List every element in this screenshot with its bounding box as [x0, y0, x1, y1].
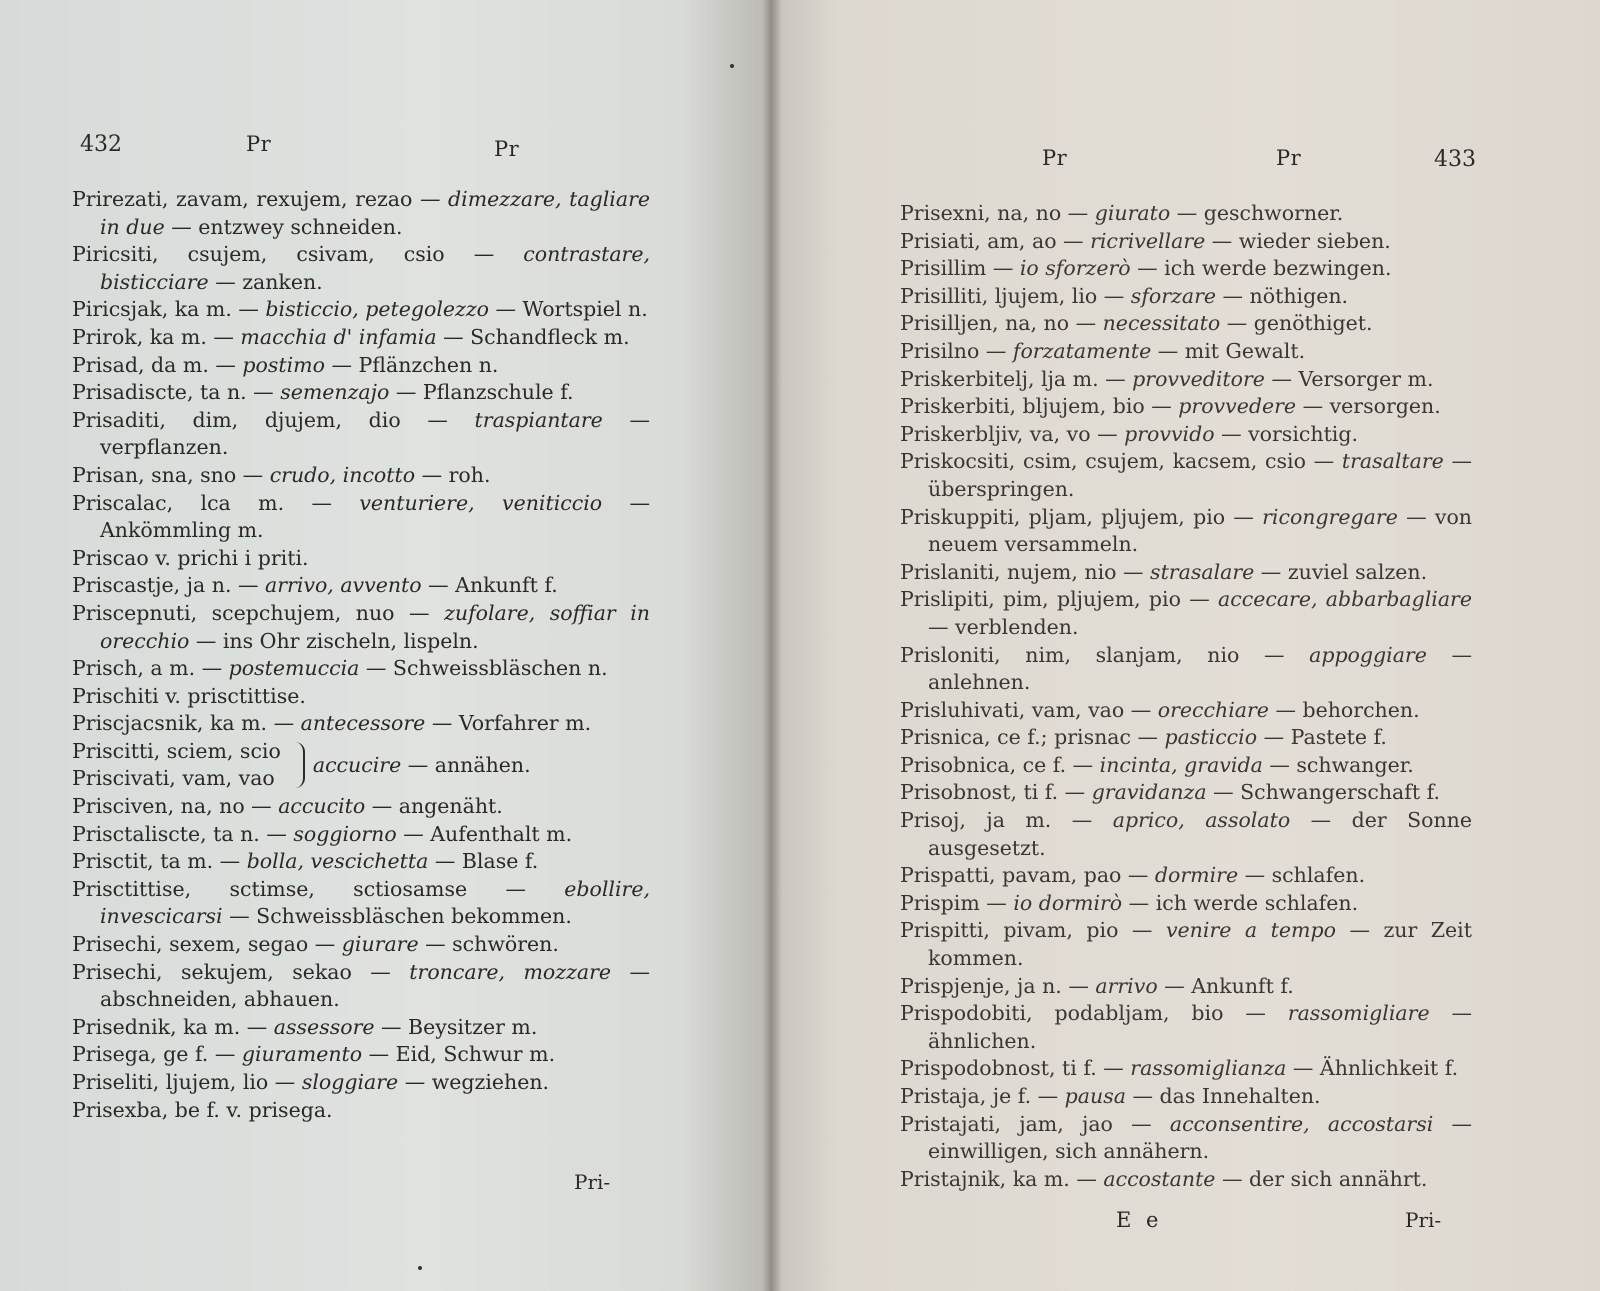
entry-text: Priskerbljiv, va, vo —	[900, 421, 1125, 446]
italian-gloss: io sforzerò	[1019, 256, 1131, 281]
entry-text: — Aufenthalt m.	[396, 821, 573, 846]
dictionary-entry	[900, 642, 1472, 697]
entry-text: — der Sonne ausgesetzt.	[928, 808, 1472, 860]
entry-text: — der sich annährt.	[1215, 1166, 1428, 1191]
entry-text: — Schweissbläschen n.	[359, 656, 608, 681]
headword-form: Priscitti, sciem, scio	[72, 738, 281, 763]
entry-text: Priscao v. prichi i priti.	[72, 545, 309, 570]
italian-gloss: postemuccia	[228, 656, 360, 681]
dictionary-entry	[900, 200, 1472, 228]
headword-form: Priscivati, vam, vao	[72, 766, 275, 791]
italian-gloss: ricrivellare	[1090, 228, 1206, 253]
italian-gloss: acconsentire, accostarsi	[1169, 1111, 1434, 1136]
italian-gloss: assessore	[273, 1014, 375, 1039]
entry-text: Prisednik, ka m. —	[72, 1014, 274, 1039]
italian-gloss: venturiere, veniticcio	[359, 490, 603, 515]
catchword: Pri-	[574, 1170, 611, 1194]
dictionary-entry	[900, 697, 1472, 725]
entry-text: — vorsichtig.	[1214, 421, 1358, 446]
entry-text: Prispodobnost, ti f. —	[900, 1056, 1131, 1081]
signature-mark: E e	[1116, 1208, 1163, 1232]
dictionary-entry	[72, 490, 650, 545]
dictionary-entry	[900, 393, 1472, 421]
italian-gloss: bisticcio, petegolezzo	[265, 297, 489, 322]
italian-gloss: semenzajo	[280, 380, 390, 405]
dictionary-entry	[900, 255, 1472, 283]
dictionary-entry	[72, 848, 650, 876]
entry-text: Priscastje, ja n. —	[72, 573, 265, 598]
dictionary-entry	[72, 296, 650, 324]
entry-text: Prirok, ka m. —	[72, 324, 241, 349]
entry-text: Prisnica, ce f.; prisnac —	[900, 725, 1165, 750]
entry-text: Prisilno —	[900, 338, 1013, 363]
italian-gloss: zufolare, soffiar in orecchio	[100, 600, 650, 653]
entry-text: — schlafen.	[1238, 863, 1366, 888]
entry-text: — Ankunft f.	[421, 573, 558, 598]
entry-text: Prisan, sna, sno —	[72, 462, 270, 487]
italian-gloss: crudo, incotto	[269, 462, 416, 487]
ink-speck	[730, 64, 734, 68]
entry-text: — das Innehalten.	[1125, 1084, 1321, 1108]
entry-text: — ich werde bezwingen.	[1130, 256, 1392, 281]
entry-text: Pristajnik, ka m. —	[900, 1166, 1104, 1191]
italian-gloss: accostante	[1103, 1166, 1216, 1191]
brace-symbol	[289, 742, 305, 788]
entry-text: Prisechi, sexem, segao —	[72, 932, 342, 957]
dictionary-entry	[72, 572, 650, 600]
dictionary-entry	[72, 407, 650, 462]
italian-gloss: rassomigliare	[1287, 1001, 1430, 1026]
italian-gloss: antecessore	[300, 711, 426, 736]
dictionary-entry	[72, 683, 650, 711]
entry-text: Prisctaliscte, ta n. —	[72, 821, 294, 846]
dictionary-entry	[900, 504, 1472, 559]
dictionary-entry	[900, 1055, 1472, 1083]
italian-gloss: incinta, gravida	[1099, 752, 1263, 777]
italian-gloss: provvedere	[1178, 394, 1297, 419]
dictionary-entry	[900, 973, 1472, 1001]
dictionary-entry	[72, 186, 650, 241]
italian-gloss: sloggiare	[301, 1070, 399, 1094]
italian-gloss: arrivo	[1095, 973, 1158, 998]
entry-text: Priskerbiti, bljujem, bio —	[900, 394, 1179, 419]
entry-text: Prisexba, be f. v. prisega.	[72, 1097, 333, 1122]
entry-text: Prisoj, ja m. —	[900, 808, 1113, 833]
dictionary-entry	[72, 710, 650, 738]
italian-gloss: ricongregare	[1262, 504, 1398, 529]
dictionary-entry	[900, 862, 1472, 890]
dictionary-entry	[900, 917, 1472, 972]
entry-text: Prisadiscte, ta n. —	[72, 380, 281, 405]
dictionary-entry	[900, 1111, 1472, 1166]
entry-text: Priscepnuti, scepchujem, nuo —	[72, 600, 445, 625]
dictionary-entry	[72, 352, 650, 380]
dictionary-entry	[900, 1083, 1472, 1111]
entry-text: Prispodobiti, podabljam, bio —	[900, 1001, 1288, 1026]
italian-gloss: venire a tempo	[1165, 918, 1336, 943]
dictionary-entry	[72, 241, 650, 296]
dictionary-entry	[72, 1097, 650, 1125]
entry-text: — verblenden.	[928, 614, 1079, 639]
italian-gloss: sforzare	[1130, 283, 1216, 308]
dictionary-column	[72, 186, 650, 1124]
italian-gloss: accucito	[278, 794, 366, 819]
dictionary-entry	[72, 1069, 650, 1097]
entry-text: Prisexni, na, no —	[900, 201, 1095, 225]
dictionary-entry	[900, 366, 1472, 394]
entry-text: — zuviel salzen.	[1254, 559, 1428, 584]
italian-gloss: strasalare	[1150, 559, 1255, 584]
italian-gloss: giuramento	[241, 1042, 363, 1067]
entry-text: — einwilligen, sich annähern.	[928, 1111, 1472, 1164]
entry-text: — Versorger m.	[1264, 366, 1434, 391]
entry-text: — Ankömmling m.	[100, 490, 650, 543]
italian-gloss: pausa	[1064, 1084, 1126, 1108]
dictionary-column	[900, 200, 1472, 1193]
entry-text: Prisctit, ta m. —	[72, 849, 247, 874]
entry-text: Prisilliti, ljujem, lio —	[900, 283, 1131, 308]
entry-text: — genöthiget.	[1220, 311, 1373, 336]
italian-gloss: gravidanza	[1091, 780, 1207, 805]
entry-text: — roh.	[415, 462, 491, 487]
entry-text: Prispim —	[900, 890, 1014, 915]
entry-text: — Schandfleck m.	[436, 324, 630, 349]
right-page	[772, 0, 1600, 1291]
entry-text: — Blase f.	[428, 849, 539, 874]
italian-gloss: accecare, abbarbagliare	[1218, 587, 1472, 612]
italian-gloss: accucire	[312, 752, 402, 777]
entry-text: Prislipiti, pim, pljujem, pio —	[900, 587, 1219, 612]
entry-text: — Pflanzschule f.	[389, 380, 574, 405]
entry-text: Prisilljen, na, no —	[900, 311, 1103, 336]
entry-text: Piricsjak, ka m. —	[72, 297, 266, 322]
italian-gloss: necessitato	[1102, 311, 1221, 336]
entry-text: — Pflänzchen n.	[324, 352, 499, 377]
entry-text: Prisctittise, sctimse, sctiosamse —	[72, 876, 565, 901]
entry-text: — Ankunft f.	[1157, 973, 1294, 998]
entry-text: Priscalac, lca m. —	[72, 490, 360, 515]
italian-gloss: macchia d' infamia	[240, 324, 437, 349]
italian-gloss: orecchiare	[1157, 697, 1269, 722]
entry-text: Prisobnica, ce f. —	[900, 752, 1100, 777]
page-number: 433	[1434, 147, 1476, 172]
italian-gloss: contrastare, bisticciare	[100, 242, 650, 294]
dictionary-entry	[72, 600, 650, 655]
dictionary-entry	[900, 1166, 1472, 1194]
dictionary-entry	[900, 890, 1472, 918]
entry-text: Priskerbitelj, lja m. —	[900, 366, 1133, 391]
dictionary-entry	[900, 724, 1472, 752]
entry-text: Prisciven, na, no —	[72, 794, 279, 819]
italian-gloss: traspiantare	[474, 407, 603, 432]
dictionary-entry	[72, 876, 650, 931]
dictionary-entry	[900, 807, 1472, 862]
entry-text: Prisaditi, dim, djujem, dio —	[72, 407, 475, 432]
left-page	[0, 0, 772, 1291]
entry-text: Prispatti, pavam, pao —	[900, 863, 1155, 888]
entry-text: Prischiti v. prisctittise.	[72, 683, 306, 708]
dictionary-entry	[72, 821, 650, 849]
italian-gloss: trasaltare	[1341, 449, 1444, 474]
entry-text: Prisega, ge f. —	[72, 1042, 242, 1067]
italian-gloss: provvido	[1124, 421, 1215, 446]
entry-text: — Beysitzer m.	[374, 1014, 538, 1039]
book-gutter	[762, 0, 782, 1291]
dictionary-entry	[72, 959, 650, 1014]
entry-text: — nöthigen.	[1216, 283, 1349, 308]
entry-text: Prisechi, sekujem, sekao —	[72, 959, 410, 984]
entry-text: — Wortspiel n.	[489, 297, 648, 322]
italian-gloss: provveditore	[1132, 366, 1265, 391]
italian-gloss: dimezzare, tagliare in due	[100, 187, 650, 239]
entry-text: — entzwey schneiden.	[164, 214, 403, 239]
dictionary-entry	[900, 586, 1472, 641]
dictionary-entry	[900, 559, 1472, 587]
italian-gloss: aprico, assolato	[1112, 808, 1291, 833]
entry-text: Prisch, a m. —	[72, 656, 229, 681]
dictionary-entry	[900, 310, 1472, 338]
dictionary-entry	[72, 462, 650, 490]
catchword: Pri-	[1405, 1208, 1442, 1232]
italian-gloss: troncare, mozzare	[409, 959, 612, 984]
ink-speck	[418, 1266, 422, 1270]
entry-text: — Eid, Schwur m.	[362, 1042, 556, 1067]
dictionary-entry	[900, 779, 1472, 807]
dictionary-entry	[72, 379, 650, 407]
page-number: 432	[80, 132, 122, 157]
entry-text: — ähnlichen.	[928, 1001, 1472, 1053]
dictionary-entry	[72, 1041, 650, 1069]
entry-text: — mit Gewalt.	[1151, 338, 1306, 363]
italian-gloss: appoggiare	[1309, 642, 1427, 667]
entry-text: — Schweissbläschen bekommen.	[222, 904, 572, 929]
entry-text: — Vorfahrer m.	[425, 711, 592, 736]
italian-gloss: forzatamente	[1012, 338, 1152, 363]
dictionary-entry	[900, 1000, 1472, 1055]
italian-gloss: postimo	[242, 352, 325, 377]
entry-text: Pristaja, je f. —	[900, 1084, 1065, 1108]
entry-text: Piricsiti, csujem, csivam, csio —	[72, 242, 524, 267]
entry-text: — ich werde schlafen.	[1122, 890, 1359, 915]
entry-text: — anlehnen.	[928, 642, 1472, 695]
entry-text: Prislaniti, nujem, nio —	[900, 559, 1151, 584]
entry-text: — Pastete f.	[1257, 725, 1387, 750]
dictionary-entry	[72, 1014, 650, 1042]
italian-gloss: giurare	[341, 932, 419, 957]
entry-text: — verpflanzen.	[100, 407, 650, 460]
running-head: Pr	[246, 132, 272, 156]
entry-text: Priskuppiti, pljam, pljujem, pio —	[900, 504, 1263, 529]
italian-gloss: giurato	[1094, 201, 1171, 225]
italian-gloss: arrivo, avvento	[265, 573, 422, 598]
entry-text: — Ähnlichkeit f.	[1286, 1056, 1459, 1081]
entry-text: — versorgen.	[1296, 394, 1441, 419]
entry-text: — wegziehen.	[398, 1070, 550, 1094]
entry-text: Prisobnost, ti f. —	[900, 780, 1092, 805]
italian-gloss: pasticcio	[1164, 725, 1258, 750]
entry-text: — schwören.	[418, 932, 559, 957]
dictionary-entry	[900, 421, 1472, 449]
entry-text: — überspringen.	[928, 449, 1472, 501]
dictionary-entry	[900, 448, 1472, 503]
entry-text: Priseliti, ljujem, lio —	[72, 1070, 302, 1094]
entry-text: — ins Ohr zischeln, lispeln.	[189, 628, 479, 653]
entry-text: Priscjacsnik, ka m. —	[72, 711, 301, 736]
italian-gloss: dormire	[1154, 863, 1239, 888]
entry-text: — behorchen.	[1268, 697, 1420, 722]
italian-gloss: ebollire, invescicarsi	[100, 876, 650, 929]
italian-gloss: bolla, vescichetta	[246, 849, 429, 874]
dictionary-entry	[900, 338, 1472, 366]
entry-text: Priskocsiti, csim, csujem, kacsem, csio —	[900, 449, 1342, 474]
running-head: Pr	[1276, 146, 1302, 170]
entry-text: — von neuem versammeln.	[928, 504, 1472, 557]
running-head: Pr	[494, 137, 520, 161]
entry-text: Prisloniti, nim, slanjam, nio —	[900, 642, 1310, 667]
dictionary-entry	[72, 324, 650, 352]
dictionary-entry	[72, 793, 650, 821]
entry-text: Pristajati, jam, jao —	[900, 1111, 1170, 1136]
entry-text: — angenäht.	[365, 794, 503, 819]
dictionary-entry	[72, 655, 650, 683]
running-head: Pr	[1042, 146, 1068, 170]
dictionary-entry	[72, 738, 650, 793]
entry-text: — Schwangerschaft f.	[1206, 780, 1440, 805]
dictionary-entry	[72, 931, 650, 959]
entry-text: Prispitti, pivam, pio —	[900, 918, 1166, 943]
italian-gloss: rassomiglianza	[1130, 1056, 1287, 1081]
entry-text: Prispjenje, ja n. —	[900, 973, 1096, 998]
dictionary-entry	[72, 545, 650, 573]
entry-text: — zanken.	[208, 269, 323, 294]
entry-text: — wieder sieben.	[1205, 228, 1391, 253]
entry-text: Prisiati, am, ao —	[900, 228, 1091, 253]
entry-text: Prirezati, zavam, rexujem, rezao —	[72, 187, 449, 211]
entry-text: — geschworner.	[1170, 201, 1344, 225]
entry-text: — zur Zeit kommen.	[928, 918, 1472, 971]
dictionary-entry	[900, 228, 1472, 256]
dictionary-entry	[900, 283, 1472, 311]
entry-text: — schwanger.	[1262, 752, 1414, 777]
italian-gloss: soggiorno	[293, 821, 397, 846]
italian-gloss: io dormirò	[1013, 890, 1123, 915]
entry-text: Prisillim —	[900, 256, 1020, 281]
entry-text: Prisluhivati, vam, vao —	[900, 697, 1158, 722]
entry-text: — annähen.	[401, 752, 531, 777]
entry-text: Prisad, da m. —	[72, 352, 243, 377]
entry-text: — abschneiden, abhauen.	[100, 959, 650, 1012]
dictionary-entry	[900, 752, 1472, 780]
